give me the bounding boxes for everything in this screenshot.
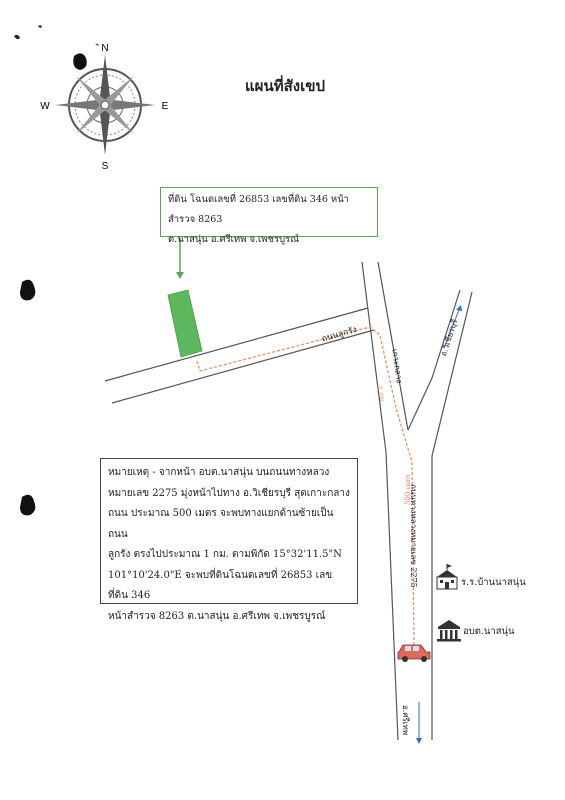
school-icon (437, 564, 457, 589)
parcel-pointer-arrowhead (176, 272, 184, 279)
arrow-to-wichian-head (456, 305, 462, 311)
school-label: ร.ร.บ้านนาสนุ่น (461, 577, 526, 588)
directions-note-box (100, 458, 358, 622)
ink-mark (14, 25, 99, 46)
compass-w: W (40, 101, 50, 112)
to-wichian-label: อ.วิเชียรบุรี (438, 318, 460, 358)
parcel-info-box (160, 187, 378, 245)
compass-n: N (101, 43, 109, 54)
ink-blot-left-2 (20, 495, 35, 516)
laterite-road-label: ถนนลูกรัง (320, 325, 359, 345)
sao-label: อบต.นาสนุ่น (463, 626, 515, 637)
highway-branch-inner (408, 290, 460, 430)
ink-blot-left (20, 280, 35, 301)
to-srithep-label: อ.ศรีเทพ (401, 705, 410, 736)
land-parcel (168, 290, 202, 357)
arrow-to-srithep-head (416, 738, 422, 744)
highway-label: ถนนทางหลวงหมายเลข 2275 (409, 484, 418, 588)
car-icon (398, 645, 430, 662)
note-line: หน้าสำรวจ 8263 ต.นาสนุ่น อ.ศรีเทพ จ.เพชรบูรณ์ (108, 610, 326, 622)
parcel-info-line: ต.นาสนุ่น อ.ศรีเทพ จ.เพชรบูรณ์ (168, 234, 300, 245)
note-line: หมายเหตุ - จากหน้า อบต.นาสนุ่น บนถนนทางหลวง (108, 467, 330, 478)
note-line: ถนน ประมาณ 500 เมตร จะพบทางแยกด้านซ้ายเป็นถนน (108, 508, 334, 540)
note-line: หมายเลข 2275 มุ่งหน้าไปทาง อ.วิเชียรบุรี สุดเกาะกลาง (108, 487, 350, 499)
laterite-road-edge (105, 308, 368, 381)
island-label: เกาะกลาง (390, 348, 404, 384)
route-distance-500m: 500 เมตร (404, 474, 412, 505)
ink-blot-top (73, 53, 87, 70)
route-distance-1km: 1 กม. (375, 385, 387, 405)
note-line: ลูกรัง ตรงไปประมาณ 1 กม. ตามพิกัด 15°32'11.5"N (108, 549, 342, 560)
compass-e: E (161, 101, 169, 112)
parcel-info-line: ที่ดิน โฉนดเลขที่ 26853 เลขที่ดิน 346 หน้าสำรวจ 8263 (168, 194, 350, 225)
highway-edge-left (362, 262, 398, 740)
government-office-icon (437, 620, 461, 642)
compass-s: S (101, 161, 109, 170)
note-line: 101°10'24.0"E จะพบที่ดินโฉนดเลขที่ 26853 เลขที่ดิน 346 (108, 569, 333, 601)
page-title: แผนที่สังเขป (245, 77, 325, 95)
